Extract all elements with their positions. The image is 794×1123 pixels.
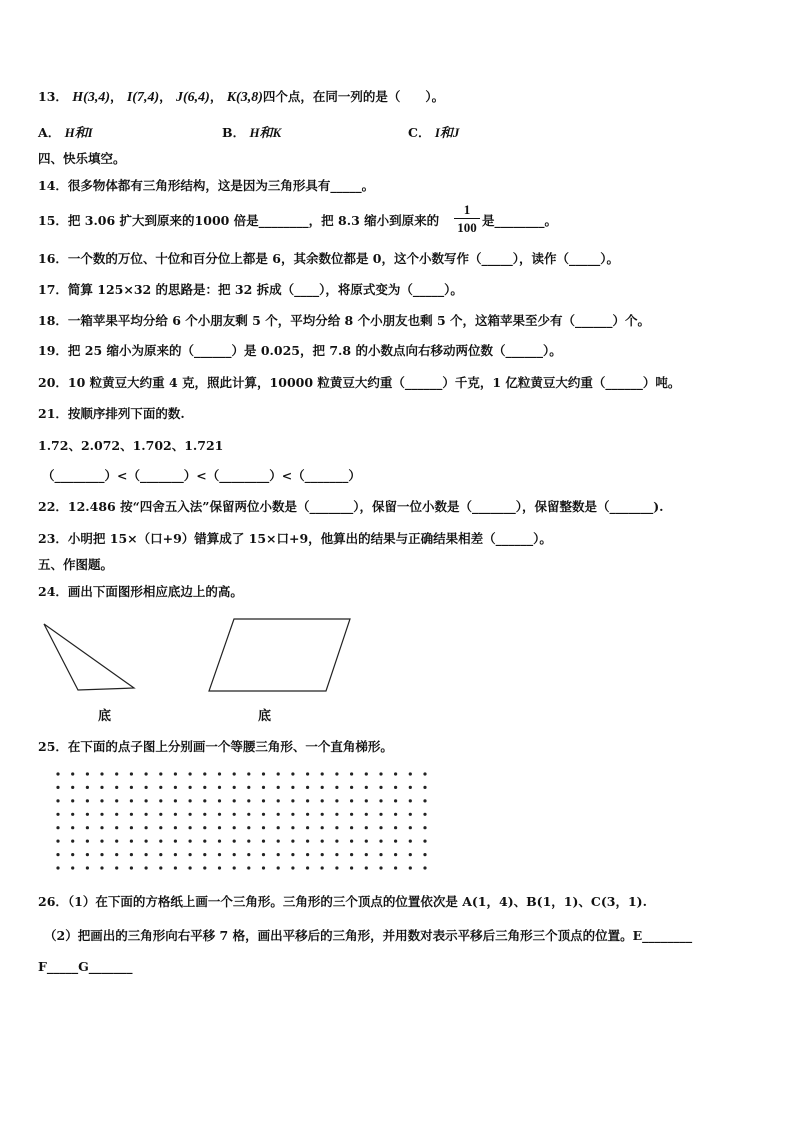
grid-dot[interactable] [277, 786, 280, 789]
grid-dot[interactable] [365, 826, 368, 829]
grid-dot[interactable] [71, 826, 74, 829]
grid-dot[interactable] [247, 813, 250, 816]
question-17: 17．简算 125×32 的思路是：把 32 拆成（____），将原式变为（_____）。 [38, 282, 463, 297]
grid-dot[interactable] [262, 772, 265, 775]
grid-dot[interactable] [409, 866, 412, 869]
grid-dot[interactable] [71, 840, 74, 843]
grid-dot[interactable] [100, 786, 103, 789]
grid-dot[interactable] [218, 786, 221, 789]
grid-dot[interactable] [306, 826, 309, 829]
grid-dot[interactable] [130, 840, 133, 843]
triangle-base-label: 底 [98, 709, 112, 724]
grid-dot[interactable] [86, 813, 89, 816]
question-25: 25．在下面的点子图上分别画一个等腰三角形、一个直角梯形。 [38, 739, 393, 754]
grid-dot[interactable] [56, 826, 59, 829]
grid-dot[interactable] [56, 772, 59, 775]
grid-dot[interactable] [100, 853, 103, 856]
question-16: 16．一个数的万位、十位和百分位上都是 6，其余数位都是 0，这个小数写作（_____），读作（_____）。 [38, 251, 619, 266]
grid-dot[interactable] [56, 840, 59, 843]
separator: ， [159, 89, 172, 104]
fraction-denominator: 100 [457, 220, 477, 235]
grid-dot[interactable] [321, 772, 324, 775]
question-26-part-2: （2）把画出的三角形向右平移 7 格，画出平移后的三角形，并用数对表示平移后三角形三个顶点的位置。E________ [44, 928, 693, 943]
grid-dot[interactable] [115, 786, 118, 789]
grid-dot[interactable] [306, 786, 309, 789]
grid-dot[interactable] [100, 840, 103, 843]
grid-dot[interactable] [379, 840, 382, 843]
grid-dot[interactable] [394, 866, 397, 869]
grid-dot[interactable] [233, 786, 236, 789]
grid-dot[interactable] [130, 772, 133, 775]
section-4-heading: 四、快乐填空。 [38, 151, 126, 166]
grid-dot[interactable] [56, 866, 59, 869]
grid-dot[interactable] [321, 866, 324, 869]
grid-dot[interactable] [218, 826, 221, 829]
grid-dot[interactable] [174, 840, 177, 843]
grid-dot[interactable] [218, 840, 221, 843]
grid-dot[interactable] [291, 840, 294, 843]
grid-dot[interactable] [291, 813, 294, 816]
grid-dot[interactable] [262, 813, 265, 816]
grid-dot[interactable] [189, 799, 192, 802]
grid-dot[interactable] [321, 786, 324, 789]
grid-dot[interactable] [247, 826, 250, 829]
grid-dot[interactable] [189, 826, 192, 829]
grid-dot[interactable] [409, 853, 412, 856]
grid-dot[interactable] [291, 772, 294, 775]
grid-dot[interactable] [350, 813, 353, 816]
grid-dot[interactable] [409, 840, 412, 843]
point-h: H(3,4) [72, 90, 110, 105]
grid-dot[interactable] [174, 772, 177, 775]
grid-dot[interactable] [277, 799, 280, 802]
grid-dot[interactable] [159, 772, 162, 775]
grid-dot[interactable] [321, 853, 324, 856]
grid-dot[interactable] [203, 786, 206, 789]
triangle-figure [44, 624, 134, 690]
grid-dot[interactable] [262, 866, 265, 869]
grid-dot[interactable] [321, 813, 324, 816]
grid-dot[interactable] [130, 853, 133, 856]
grid-dot[interactable] [423, 813, 426, 816]
grid-dot[interactable] [233, 813, 236, 816]
grid-dot[interactable] [174, 826, 177, 829]
question-20: 20．10 粒黄豆大约重 4 克，照此计算，10000 粒黄豆大约重（______）千克，1 亿粒黄豆大约重（______）吨。 [38, 375, 681, 390]
grid-dot[interactable] [100, 866, 103, 869]
grid-dot[interactable] [115, 799, 118, 802]
grid-dot[interactable] [291, 786, 294, 789]
question-24: 24．画出下面图形相应底边上的高。 [38, 584, 243, 599]
grid-dot[interactable] [277, 813, 280, 816]
section-5-heading: 五、作图题。 [38, 557, 114, 572]
grid-dot[interactable] [71, 813, 74, 816]
grid-dot[interactable] [335, 772, 338, 775]
grid-dot[interactable] [394, 853, 397, 856]
grid-dot[interactable] [115, 866, 118, 869]
grid-dot[interactable] [130, 813, 133, 816]
grid-dot[interactable] [306, 866, 309, 869]
grid-dot[interactable] [145, 826, 148, 829]
grid-dot[interactable] [233, 866, 236, 869]
grid-dot[interactable] [262, 799, 265, 802]
question-21-numbers: 1.72、2.072、1.702、1.721 [38, 438, 224, 453]
grid-dot[interactable] [159, 826, 162, 829]
grid-dot[interactable] [189, 813, 192, 816]
grid-dot[interactable] [394, 786, 397, 789]
grid-dot[interactable] [115, 813, 118, 816]
question-22: 22．12.486 按“四舍五入法”保留两位小数是（_______），保留一位小数是（_______），保留整数是（_______). [38, 499, 664, 514]
grid-dot[interactable] [306, 813, 309, 816]
grid-dot[interactable] [100, 813, 103, 816]
grid-dot[interactable] [189, 866, 192, 869]
grid-dot[interactable] [174, 813, 177, 816]
grid-dot[interactable] [277, 840, 280, 843]
grid-dot[interactable] [203, 772, 206, 775]
grid-dot[interactable] [174, 853, 177, 856]
grid-dot[interactable] [100, 772, 103, 775]
separator: ， [209, 89, 223, 104]
grid-dot[interactable] [159, 866, 162, 869]
grid-dot[interactable] [71, 772, 74, 775]
grid-dot[interactable] [189, 840, 192, 843]
grid-dot[interactable] [423, 853, 426, 856]
question-18: 18．一箱苹果平均分给 6 个小朋友剩 5 个，平均分给 8 个小朋友也剩 5 个，这箱苹果至少有（______）个。 [38, 313, 651, 328]
question-14: 14．很多物体都有三角形结构，这是因为三角形具有_____。 [38, 178, 375, 193]
grid-dot[interactable] [321, 799, 324, 802]
grid-dot[interactable] [203, 799, 206, 802]
grid-dot[interactable] [409, 813, 412, 816]
option-b-letter: B． [222, 125, 246, 140]
grid-dot[interactable] [233, 826, 236, 829]
grid-dot[interactable] [394, 772, 397, 775]
grid-dot[interactable] [145, 813, 148, 816]
grid-dot[interactable] [145, 866, 148, 869]
grid-dot[interactable] [409, 772, 412, 775]
grid-dot[interactable] [321, 840, 324, 843]
grid-dot[interactable] [350, 866, 353, 869]
grid-dot[interactable] [115, 772, 118, 775]
grid-dot[interactable] [291, 826, 294, 829]
grid-dot[interactable] [262, 786, 265, 789]
grid-dot[interactable] [71, 786, 74, 789]
grid-dot[interactable] [365, 813, 368, 816]
grid-dot[interactable] [189, 853, 192, 856]
option-b-text: H和K [249, 125, 282, 140]
grid-dot[interactable] [203, 866, 206, 869]
grid-dot[interactable] [233, 840, 236, 843]
option-c-text: I和J [434, 125, 460, 140]
grid-dot[interactable] [365, 853, 368, 856]
grid-dot[interactable] [423, 866, 426, 869]
dot-grid[interactable] [56, 772, 426, 869]
grid-dot[interactable] [409, 799, 412, 802]
point-k: K(3,8) [226, 90, 263, 105]
grid-dot[interactable] [379, 813, 382, 816]
grid-dot[interactable] [335, 866, 338, 869]
grid-dot[interactable] [56, 813, 59, 816]
grid-dot[interactable] [350, 772, 353, 775]
grid-dot[interactable] [203, 840, 206, 843]
grid-dot[interactable] [145, 772, 148, 775]
grid-dot[interactable] [291, 866, 294, 869]
grid-dot[interactable] [130, 799, 133, 802]
grid-dot[interactable] [277, 772, 280, 775]
grid-dot[interactable] [233, 772, 236, 775]
grid-dot[interactable] [218, 866, 221, 869]
grid-dot[interactable] [71, 799, 74, 802]
grid-dot[interactable] [130, 786, 133, 789]
grid-dot[interactable] [394, 799, 397, 802]
fraction-numerator: 1 [454, 202, 480, 219]
grid-dot[interactable] [115, 826, 118, 829]
parallelogram-figure [209, 619, 350, 691]
grid-dot[interactable] [159, 853, 162, 856]
grid-dot[interactable] [365, 799, 368, 802]
grid-dot[interactable] [335, 786, 338, 789]
grid-dot[interactable] [71, 866, 74, 869]
grid-dot[interactable] [365, 786, 368, 789]
grid-dot[interactable] [218, 813, 221, 816]
grid-dot[interactable] [174, 799, 177, 802]
grid-dot[interactable] [203, 853, 206, 856]
grid-dot[interactable] [247, 853, 250, 856]
grid-dot[interactable] [379, 853, 382, 856]
grid-dot[interactable] [56, 799, 59, 802]
grid-dot[interactable] [86, 826, 89, 829]
grid-dot[interactable] [86, 772, 89, 775]
grid-dot[interactable] [335, 853, 338, 856]
grid-dot[interactable] [159, 813, 162, 816]
grid-dot[interactable] [189, 772, 192, 775]
grid-dot[interactable] [218, 853, 221, 856]
grid-dot[interactable] [379, 799, 382, 802]
option-c-letter: C． [408, 125, 431, 140]
grid-dot[interactable] [86, 866, 89, 869]
grid-dot[interactable] [71, 853, 74, 856]
grid-dot[interactable] [86, 799, 89, 802]
grid-dot[interactable] [423, 799, 426, 802]
point-i: I(7,4) [126, 90, 160, 105]
question-13-number: 13． [38, 89, 68, 104]
grid-dot[interactable] [394, 813, 397, 816]
grid-dot[interactable] [203, 813, 206, 816]
question-26-part-1: 26．（1）在下面的方格纸上画一个三角形。三角形的三个顶点的位置依次是 A(1，4)、B(1，1)、C(3，1). [38, 894, 647, 909]
grid-dot[interactable] [130, 866, 133, 869]
grid-dot[interactable] [350, 853, 353, 856]
option-a-text: H和I [64, 125, 93, 140]
grid-dot[interactable] [115, 853, 118, 856]
question-21: 21．按顺序排列下面的数. [38, 406, 185, 421]
grid-dot[interactable] [86, 853, 89, 856]
grid-dot[interactable] [350, 840, 353, 843]
grid-dot[interactable] [394, 826, 397, 829]
grid-dot[interactable] [247, 772, 250, 775]
grid-dot[interactable] [233, 799, 236, 802]
grid-dot[interactable] [115, 840, 118, 843]
question-21-order-blanks[interactable]: （________）<（_______）<（________）<（_______） [42, 468, 361, 483]
grid-dot[interactable] [423, 826, 426, 829]
grid-dot[interactable] [262, 840, 265, 843]
grid-dot[interactable] [247, 786, 250, 789]
grid-dot[interactable] [56, 786, 59, 789]
grid-dot[interactable] [379, 826, 382, 829]
question-15-part-b: 是________。 [482, 213, 558, 228]
grid-dot[interactable] [379, 866, 382, 869]
grid-dot[interactable] [203, 826, 206, 829]
grid-dot[interactable] [189, 786, 192, 789]
grid-dot[interactable] [277, 826, 280, 829]
question-15-part-a: 15．把 3.06 扩大到原来的1000 倍是________，把 8.3 缩小到原来的 [38, 213, 440, 228]
grid-dot[interactable] [262, 853, 265, 856]
grid-dot[interactable] [350, 826, 353, 829]
grid-dot[interactable] [409, 826, 412, 829]
question-13-tail: 四个点，在同一列的是（ ）。 [262, 89, 445, 104]
grid-dot[interactable] [100, 799, 103, 802]
grid-dot[interactable] [379, 772, 382, 775]
point-j: J(6,4) [176, 90, 210, 105]
option-a-letter: A． [38, 125, 61, 140]
grid-dot[interactable] [409, 786, 412, 789]
grid-dot[interactable] [145, 840, 148, 843]
question-19: 19．把 25 缩小为原来的（______）是 0.025，把 7.8 的小数点向右移动两位数（______）。 [38, 343, 562, 358]
grid-dot[interactable] [174, 866, 177, 869]
grid-dot[interactable] [145, 799, 148, 802]
grid-dot[interactable] [306, 772, 309, 775]
grid-dot[interactable] [233, 853, 236, 856]
grid-dot[interactable] [100, 826, 103, 829]
grid-dot[interactable] [262, 826, 265, 829]
separator: ， [109, 89, 123, 104]
grid-dot[interactable] [277, 866, 280, 869]
grid-dot[interactable] [365, 866, 368, 869]
grid-dot[interactable] [247, 799, 250, 802]
grid-dot[interactable] [423, 840, 426, 843]
grid-dot[interactable] [291, 853, 294, 856]
grid-dot[interactable] [335, 826, 338, 829]
grid-dot[interactable] [218, 799, 221, 802]
grid-dot[interactable] [321, 826, 324, 829]
question-23: 23．小明把 15×（口+9）错算成了 15×口+9，他算出的结果与正确结果相差（______）。 [38, 531, 552, 546]
grid-dot[interactable] [365, 840, 368, 843]
grid-dot[interactable] [335, 799, 338, 802]
grid-dot[interactable] [277, 853, 280, 856]
grid-dot[interactable] [247, 840, 250, 843]
grid-dot[interactable] [86, 840, 89, 843]
grid-dot[interactable] [306, 853, 309, 856]
grid-dot[interactable] [423, 772, 426, 775]
parallelogram-base-label: 底 [258, 709, 272, 724]
grid-dot[interactable] [56, 853, 59, 856]
grid-dot[interactable] [350, 799, 353, 802]
grid-dot[interactable] [394, 840, 397, 843]
grid-dot[interactable] [365, 772, 368, 775]
grid-dot[interactable] [379, 786, 382, 789]
grid-dot[interactable] [291, 799, 294, 802]
grid-dot[interactable] [306, 840, 309, 843]
grid-dot[interactable] [159, 799, 162, 802]
grid-dot[interactable] [130, 826, 133, 829]
grid-dot[interactable] [86, 786, 89, 789]
grid-dot[interactable] [159, 840, 162, 843]
grid-dot[interactable] [335, 813, 338, 816]
question-26-blanks[interactable]: F_____G_______ [38, 959, 133, 974]
grid-dot[interactable] [350, 786, 353, 789]
grid-dot[interactable] [335, 840, 338, 843]
grid-dot[interactable] [423, 786, 426, 789]
grid-dot[interactable] [174, 786, 177, 789]
grid-dot[interactable] [306, 799, 309, 802]
grid-dot[interactable] [159, 786, 162, 789]
grid-dot[interactable] [145, 786, 148, 789]
grid-dot[interactable] [145, 853, 148, 856]
grid-dot[interactable] [247, 866, 250, 869]
grid-dot[interactable] [218, 772, 221, 775]
